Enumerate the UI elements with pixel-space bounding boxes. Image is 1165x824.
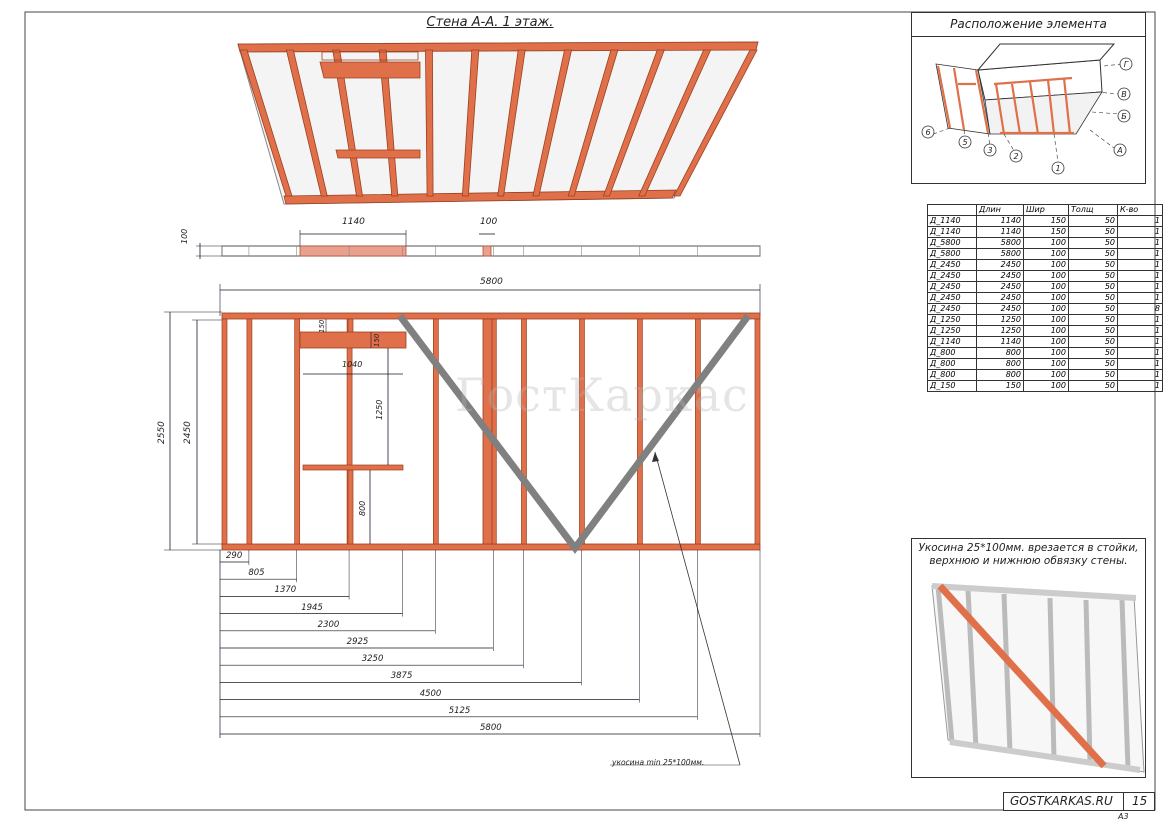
spec-header-cell: Шир — [1024, 205, 1069, 216]
spec-cell: 1 — [1118, 260, 1163, 271]
spec-cell: 1 — [1118, 238, 1163, 249]
plan-post-highlight — [483, 246, 491, 256]
dim-sill-height: 800 — [358, 500, 367, 516]
axis-marker-label: 6 — [925, 128, 931, 137]
spec-cell: 150 — [1024, 227, 1069, 238]
sheet-format: А3 — [1118, 812, 1129, 821]
bottom-plate — [222, 544, 760, 550]
spec-cell: 100 — [1024, 381, 1069, 392]
dim-stud-height: 2450 — [183, 421, 193, 444]
page-number-box — [1123, 792, 1155, 811]
stud — [295, 319, 300, 544]
spec-cell: 1 — [1118, 348, 1163, 359]
station-label: 5800 — [480, 723, 502, 733]
table-row — [928, 315, 1163, 326]
spec-cell: 100 — [1024, 260, 1069, 271]
spec-table-wrap — [927, 204, 1163, 392]
window-sill — [303, 465, 403, 470]
location-panel-title: Расположение элемента — [950, 17, 1107, 31]
stud — [637, 319, 642, 544]
page-title: Стена А-А. 1 этаж. — [426, 15, 554, 30]
title-block — [1003, 792, 1125, 811]
spec-cell: 150 — [1024, 216, 1069, 227]
wall-elevation — [164, 284, 760, 765]
table-row — [928, 216, 1163, 227]
spec-cell: 50 — [1069, 282, 1118, 293]
spec-cell: Д_5800 — [928, 238, 977, 249]
table-row — [928, 337, 1163, 348]
table-row — [928, 370, 1163, 381]
axis-marker-label: В — [1121, 90, 1127, 99]
stud-3d — [425, 50, 433, 196]
dim-window-height: 1250 — [375, 399, 384, 420]
spec-cell: 50 — [1069, 326, 1118, 337]
spec-cell: 100 — [1024, 348, 1069, 359]
table-row — [928, 260, 1163, 271]
station-label: 290 — [226, 551, 243, 561]
station-label: 3250 — [361, 654, 384, 665]
spec-cell: 1 — [1118, 326, 1163, 337]
axis-marker-label: Г — [1123, 60, 1129, 69]
dim-overall-height: 2550 — [157, 421, 167, 444]
spec-cell: 1140 — [977, 227, 1024, 238]
axis-marker-label: Б — [1121, 112, 1127, 121]
spec-cell: 100 — [1024, 359, 1069, 370]
station-label: 2300 — [317, 619, 340, 630]
dim-header-150a: 150 — [318, 319, 326, 333]
spec-cell: 1 — [1118, 282, 1163, 293]
table-row — [928, 381, 1163, 392]
spec-cell: Д_800 — [928, 370, 977, 381]
spec-cell: Д_2450 — [928, 282, 977, 293]
stud — [579, 319, 584, 544]
axis-marker-label: 1 — [1055, 164, 1061, 173]
spec-header-cell — [928, 205, 977, 216]
spec-cell: 5800 — [977, 238, 1024, 249]
plan-strip — [196, 230, 760, 259]
spec-cell: 1 — [1118, 271, 1163, 282]
spec-cell: 1 — [1118, 381, 1163, 392]
spec-cell: Д_1140 — [928, 337, 977, 348]
plan-header-highlight — [300, 246, 406, 256]
dim-header-150b: 150 — [373, 333, 381, 347]
spec-cell: 2450 — [977, 271, 1024, 282]
spec-header-cell: Толщ — [1069, 205, 1118, 216]
spec-cell: 1 — [1118, 359, 1163, 370]
dim-plan-100: 100 — [480, 217, 498, 227]
spec-header-cell: Длин — [977, 205, 1024, 216]
axis-marker-label: А — [1117, 146, 1123, 155]
axis-marker-label: 3 — [987, 146, 993, 155]
spec-header-cell: К-во — [1118, 205, 1163, 216]
spec-cell: 50 — [1069, 271, 1118, 282]
stud — [222, 319, 227, 544]
station-label: 3875 — [390, 671, 413, 682]
spec-cell: Д_2450 — [928, 271, 977, 282]
dim-window-width: 1040 — [342, 360, 363, 369]
location-panel — [911, 12, 1146, 184]
station-label: 805 — [248, 568, 265, 579]
spec-table — [927, 204, 1163, 392]
spec-cell: 1 — [1118, 216, 1163, 227]
table-row — [928, 293, 1163, 304]
spec-cell: 100 — [1024, 326, 1069, 337]
spec-cell: 1 — [1118, 370, 1163, 381]
spec-cell: 1 — [1118, 227, 1163, 238]
spec-cell: 100 — [1024, 304, 1069, 315]
spec-cell: 50 — [1069, 381, 1118, 392]
spec-cell: 50 — [1069, 359, 1118, 370]
spec-cell: Д_800 — [928, 359, 977, 370]
spec-cell: 2450 — [977, 304, 1024, 315]
axis-marker-label: 2 — [1013, 152, 1019, 161]
spec-cell: 8 — [1118, 304, 1163, 315]
watermark: ГостКаркас — [455, 368, 749, 422]
spec-cell: 1250 — [977, 326, 1024, 337]
spec-cell: Д_2450 — [928, 293, 977, 304]
spec-cell: 1 — [1118, 337, 1163, 348]
spec-cell: 50 — [1069, 315, 1118, 326]
table-row — [928, 304, 1163, 315]
window-header — [300, 332, 406, 348]
spec-cell: 800 — [977, 370, 1024, 381]
spec-cell: 1250 — [977, 315, 1024, 326]
spec-cell: 100 — [1024, 370, 1069, 381]
station-label: 1945 — [301, 602, 323, 613]
spec-cell: 100 — [1024, 293, 1069, 304]
spec-cell: Д_150 — [928, 381, 977, 392]
spec-cell: 50 — [1069, 260, 1118, 271]
spec-cell: 100 — [1024, 282, 1069, 293]
spec-cell: 2450 — [977, 260, 1024, 271]
stud — [247, 319, 252, 544]
brace-panel — [911, 538, 1146, 778]
station-label: 2925 — [346, 637, 369, 647]
spec-cell: Д_2450 — [928, 304, 977, 315]
dim-plan-thickness: 100 — [180, 228, 189, 244]
spec-cell: 50 — [1069, 238, 1118, 249]
dim-plan-1140: 1140 — [342, 217, 365, 227]
spec-cell: 50 — [1069, 337, 1118, 348]
wall-3d-view — [238, 42, 758, 204]
spec-cell: 50 — [1069, 293, 1118, 304]
spec-cell: 1140 — [977, 216, 1024, 227]
station-label: 1370 — [274, 585, 297, 596]
table-row — [928, 238, 1163, 249]
table-row — [928, 359, 1163, 370]
stud — [433, 319, 438, 544]
spec-cell: Д_2450 — [928, 260, 977, 271]
station-label: 4500 — [419, 688, 442, 699]
station-label: 5125 — [448, 705, 471, 716]
spec-cell: 50 — [1069, 304, 1118, 315]
spec-cell: 2450 — [977, 293, 1024, 304]
spec-cell: 1140 — [977, 337, 1024, 348]
axis-marker-label: 5 — [962, 138, 968, 147]
stud — [755, 319, 760, 544]
site-name: GOSTKARKAS.RU — [1010, 794, 1113, 808]
spec-cell: 50 — [1069, 348, 1118, 359]
stud — [521, 319, 526, 544]
spec-cell: Д_1250 — [928, 326, 977, 337]
spec-cell: 1 — [1118, 293, 1163, 304]
brace-label: укосина min 25*100мм. — [612, 758, 705, 767]
spec-cell: Д_1140 — [928, 227, 977, 238]
spec-cell: 1 — [1118, 315, 1163, 326]
sill-stud — [348, 470, 353, 544]
spec-cell: 800 — [977, 348, 1024, 359]
spec-cell: 100 — [1024, 337, 1069, 348]
spec-cell: 50 — [1069, 227, 1118, 238]
spec-cell: 2450 — [977, 282, 1024, 293]
dim-overall-width: 5800 — [480, 277, 503, 287]
spec-cell: 100 — [1024, 271, 1069, 282]
table-row — [928, 249, 1163, 260]
spec-cell: 50 — [1069, 249, 1118, 260]
spec-cell: 5800 — [977, 249, 1024, 260]
table-row — [928, 348, 1163, 359]
spec-cell: Д_800 — [928, 348, 977, 359]
brace-note: Укосина 25*100мм. врезается в стойки, верхнюю и нижнюю обвязку стены. — [918, 542, 1139, 567]
spec-cell: Д_1140 — [928, 216, 977, 227]
spec-cell: Д_5800 — [928, 249, 977, 260]
spec-cell: 50 — [1069, 370, 1118, 381]
table-row — [928, 326, 1163, 337]
cripple-stud — [348, 319, 353, 332]
spec-cell: 100 — [1024, 249, 1069, 260]
spec-cell: 1 — [1118, 249, 1163, 260]
stud — [695, 319, 700, 544]
table-row — [928, 227, 1163, 238]
spec-cell: Д_1250 — [928, 315, 977, 326]
table-row — [928, 282, 1163, 293]
spec-cell: 800 — [977, 359, 1024, 370]
spec-cell: 150 — [977, 381, 1024, 392]
spec-cell: 100 — [1024, 238, 1069, 249]
table-row — [928, 271, 1163, 282]
spec-cell: 100 — [1024, 315, 1069, 326]
spec-cell: 50 — [1069, 216, 1118, 227]
page-number: 15 — [1132, 794, 1148, 808]
top-plate — [222, 313, 760, 319]
